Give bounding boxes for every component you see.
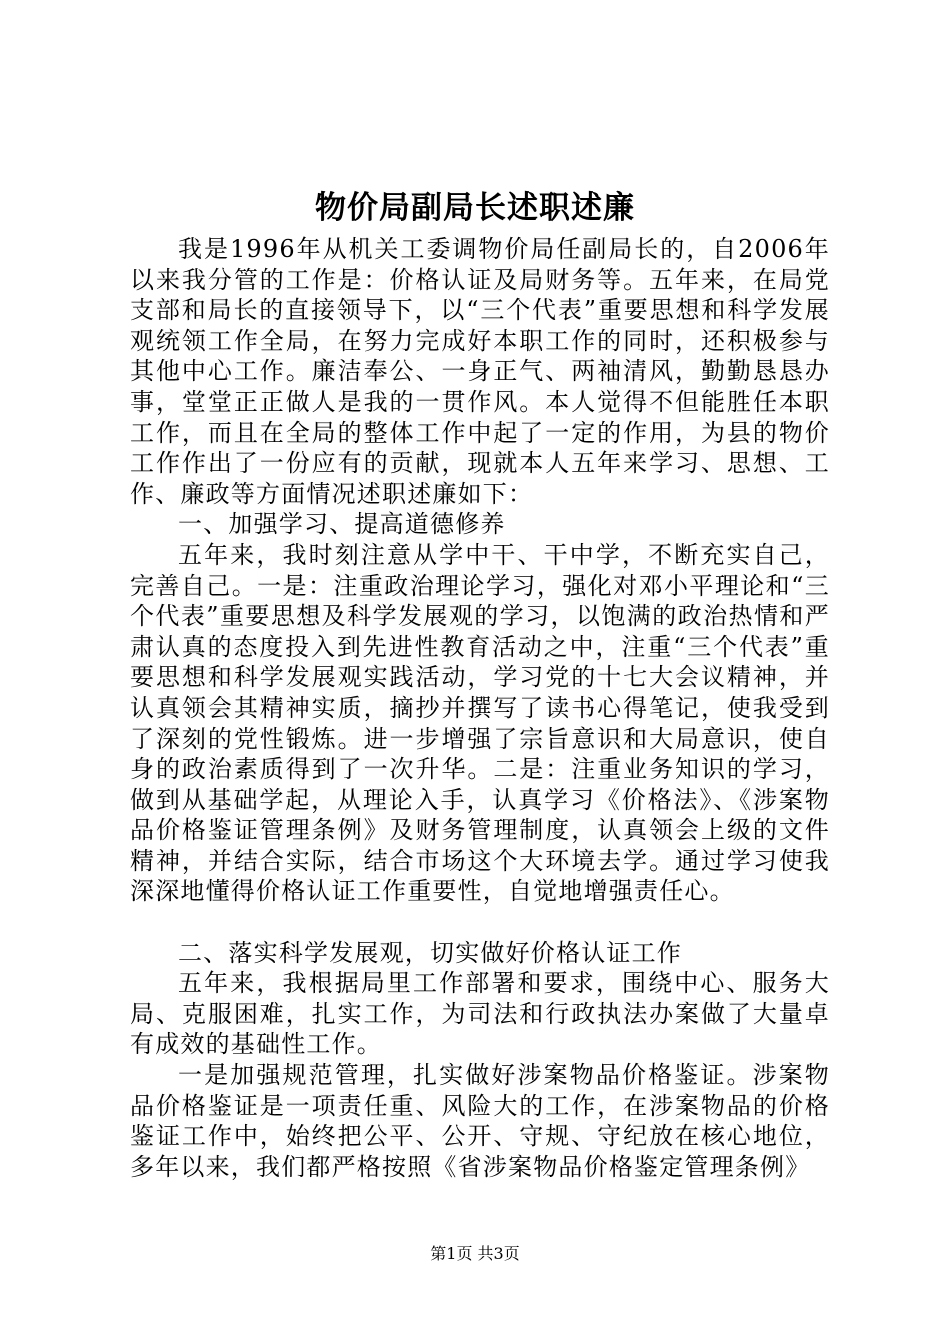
document-body (130, 234, 830, 1182)
paragraph-study: 五年来，我时刻注意从学中干、干中学，不断充实自己，完善自己。一是：注重政治理论学习，强化对邓小平理论和“三个代表”重要思想及科学发展观的学习，以饱满的政治热情和严肃认真的态度投入到先进性教育活动之中，注重“三个代表”重要思想和科学发展观实践活动，学习党的十七大会议精神，并认真领会其精神实质，摘抄并撰写了读书心得笔记，使我受到了深刻的党性锻炼。进一步增强了宗旨意识和大局意识，使自身的政治素质得到了一次升华。二是：注重业务知识的学习，做到从基础学起，从理论入手，认真学习《价格法》、《涉案物品价格鉴证管理条例》及财务管理制度，认真领会上级的文件精神，并结合实际，结合市场这个大环境去学。通过学习使我深深地懂得价格认证工作重要性，自觉地增强责任心。 (130, 540, 830, 906)
section-heading-2: 二、落实科学发展观，切实做好价格认证工作 (178, 938, 682, 967)
document-title: 物价局副局长述职述廉 (315, 190, 635, 226)
page-footer: 第1页 共3页 (430, 1244, 520, 1263)
section-heading-1: 一、加强学习、提高道德修养 (178, 510, 506, 539)
paragraph-appraisal: 一是加强规范管理，扎实做好涉案物品价格鉴证。涉案物品价格鉴证是一项责任重、风险大的工作，在涉案物品的价格鉴证工作中，始终把公平、公开、守规、守纪放在核心地位，多年以来，我们都严格按照《省涉案物品价格鉴定管理条例》 (130, 1061, 830, 1181)
paragraph-intro: 我是1996年从机关工委调物价局任副局长的，自2006年以来我分管的工作是：价格认证及局财务等。五年来，在局党支部和局长的直接领导下，以“三个代表”重要思想和科学发展观统领工作全局，在努力完成好本职工作的同时，还积极参与其他中心工作。廉洁奉公、一身正气、两袖清风，勤勤恳恳办事，堂堂正正做人是我的一贯作风。本人觉得不但能胜任本职工作，而且在全局的整体工作中起了一定的作用，为县的物价工作作出了一份应有的贡献，现就本人五年来学习、思想、工作、廉政等方面情况述职述廉如下： (130, 235, 830, 508)
paragraph-gap (130, 907, 830, 938)
paragraph-work: 五年来，我根据局里工作部署和要求，围绕中心、服务大局、克服困难，扎实工作，为司法和行政执法办案做了大量卓有成效的基础性工作。 (130, 969, 830, 1059)
